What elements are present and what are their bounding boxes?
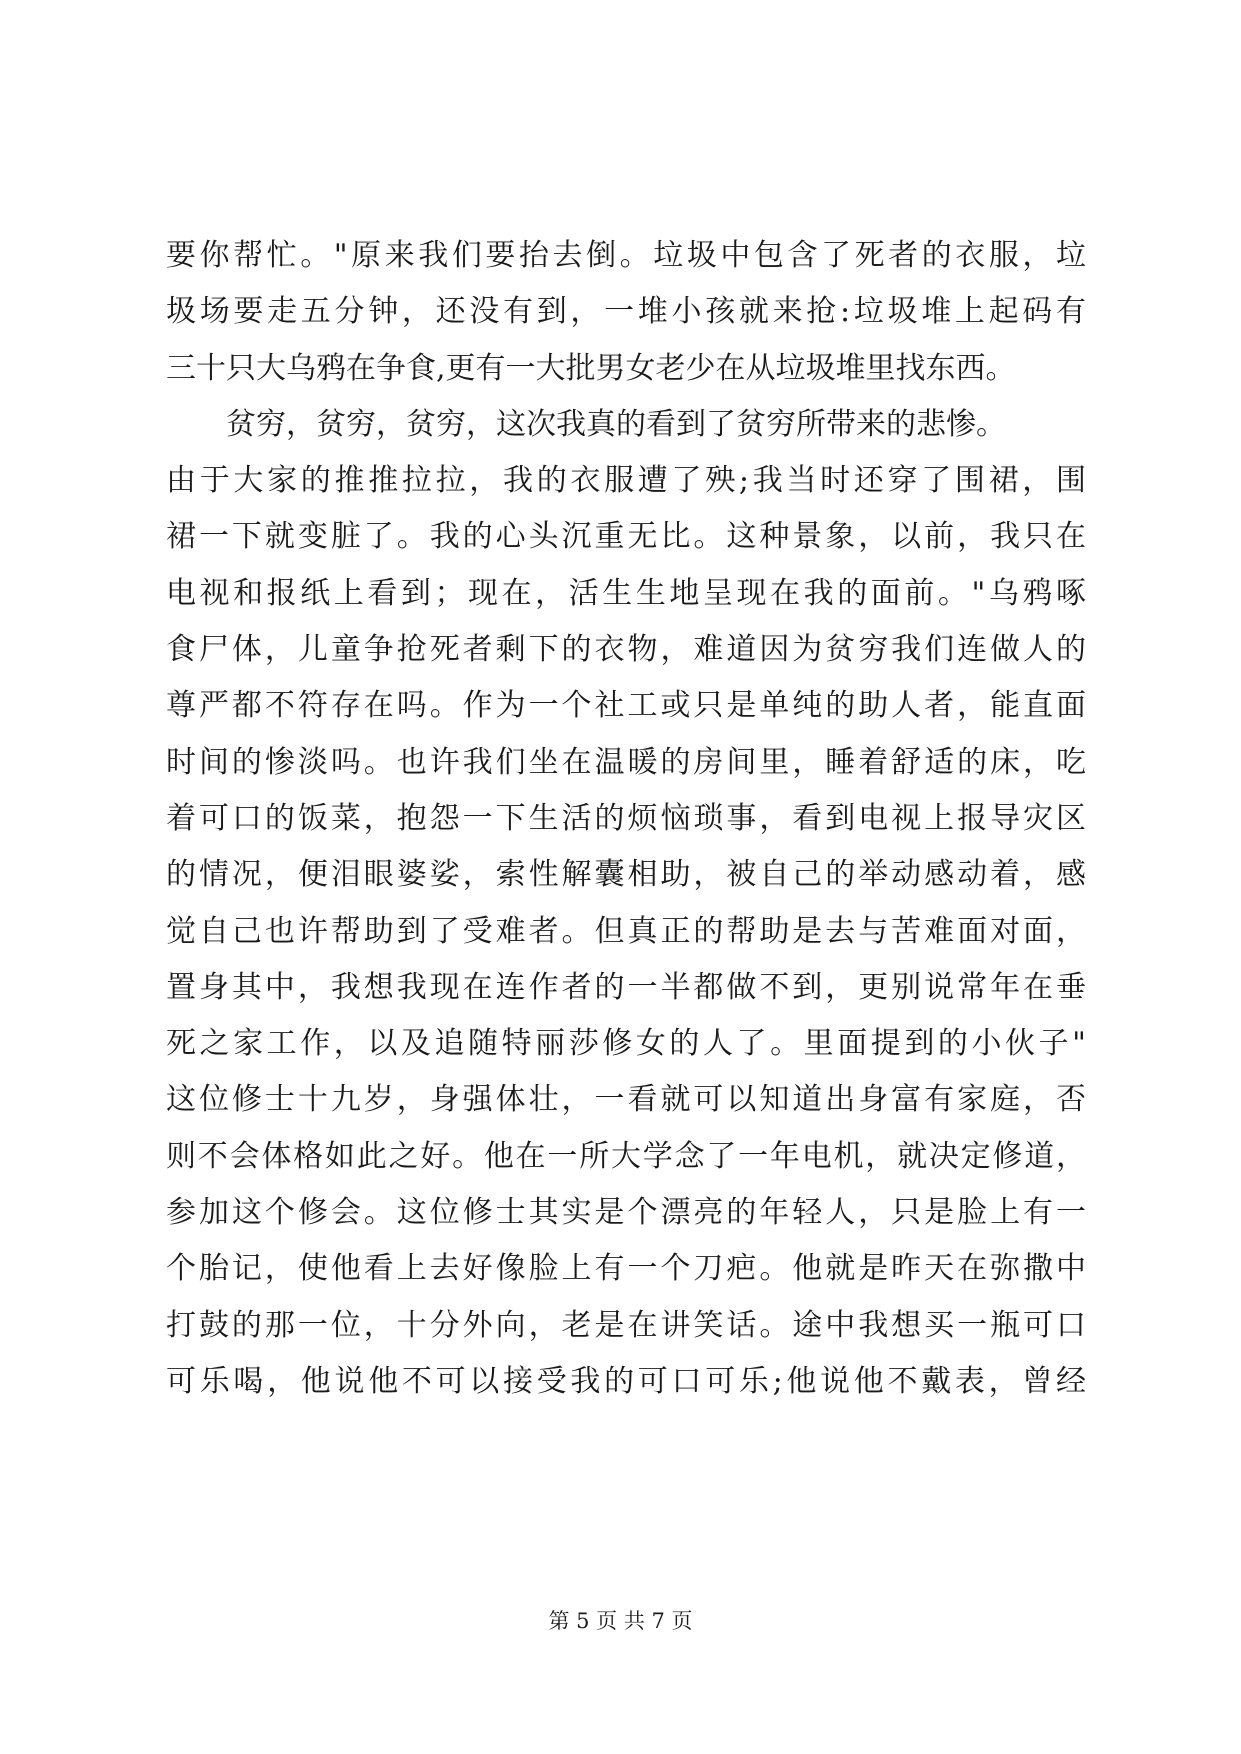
text-line: 食尸体，儿童争抢死者剩下的衣物，难道因为贫穷我们连做人的 <box>166 632 1086 668</box>
text-line: 由于大家的推推拉拉，我的衣服遭了殃;我当时还穿了围裙，围 <box>166 463 1086 499</box>
text-line: 三十只大乌鸦在争食,更有一大批男女老少在从垃圾堆里找东西。 <box>166 350 1016 386</box>
text-line: 的情况，便泪眼婆娑，索性解囊相助，被自己的举动感动着，感 <box>166 857 1086 893</box>
body-text <box>166 228 1086 1410</box>
text-line: 觉自己也许帮助到了受难者。但真正的帮助是去与苦难面对面， <box>166 913 1086 949</box>
text-line: 置身其中，我想我现在连作者的一半都做不到，更别说常年在垂 <box>166 969 1086 1005</box>
text-line: 参加这个修会。这位修士其实是个漂亮的年轻人，只是脸上有一 <box>166 1195 1086 1231</box>
text-line: 着可口的饭菜，抱怨一下生活的烦恼琐事，看到电视上报导灾区 <box>166 800 1086 836</box>
page-footer <box>0 1607 1241 1635</box>
text-line: 尊严都不符存在吗。作为一个社工或只是单纯的助人者，能直面 <box>166 688 1086 724</box>
page-number-label: 第 5 页 共 7 页 <box>548 1609 693 1633</box>
text-line: 打鼓的那一位，十分外向，老是在讲笑话。途中我想买一瓶可口 <box>166 1307 1086 1343</box>
text-line: 电视和报纸上看到；现在，活生生地呈现在我的面前。"乌鸦啄 <box>166 575 1086 611</box>
text-line: 裙一下就变脏了。我的心头沉重无比。这种景象，以前，我只在 <box>166 519 1086 555</box>
text-line: 要你帮忙。"原来我们要抬去倒。垃圾中包含了死者的衣服，垃 <box>166 238 1086 273</box>
text-line: 个胎记，使他看上去好像脸上有一个刀疤。他就是昨天在弥撒中 <box>166 1251 1086 1287</box>
paragraph-first-line: 贫穷，贫穷，贫穷，这次我真的看到了贫穷所带来的悲惨。 <box>226 406 1006 442</box>
text-line: 这位修士十九岁，身强体壮，一看就可以知道出身富有家庭，否 <box>166 1082 1086 1118</box>
text-line: 则不会体格如此之好。他在一所大学念了一年电机，就决定修道， <box>166 1138 1086 1174</box>
text-line: 圾场要走五分钟，还没有到，一堆小孩就来抢:垃圾堆上起码有 <box>166 294 1086 330</box>
text-line: 时间的惨淡吗。也许我们坐在温暖的房间里，睡着舒适的床，吃 <box>166 744 1086 780</box>
text-line: 可乐喝，他说他不可以接受我的可口可乐;他说他不戴表，曾经 <box>166 1363 1086 1399</box>
text-line: 死之家工作，以及追随特丽莎修女的人了。里面提到的小伙子" <box>166 1026 1086 1062</box>
